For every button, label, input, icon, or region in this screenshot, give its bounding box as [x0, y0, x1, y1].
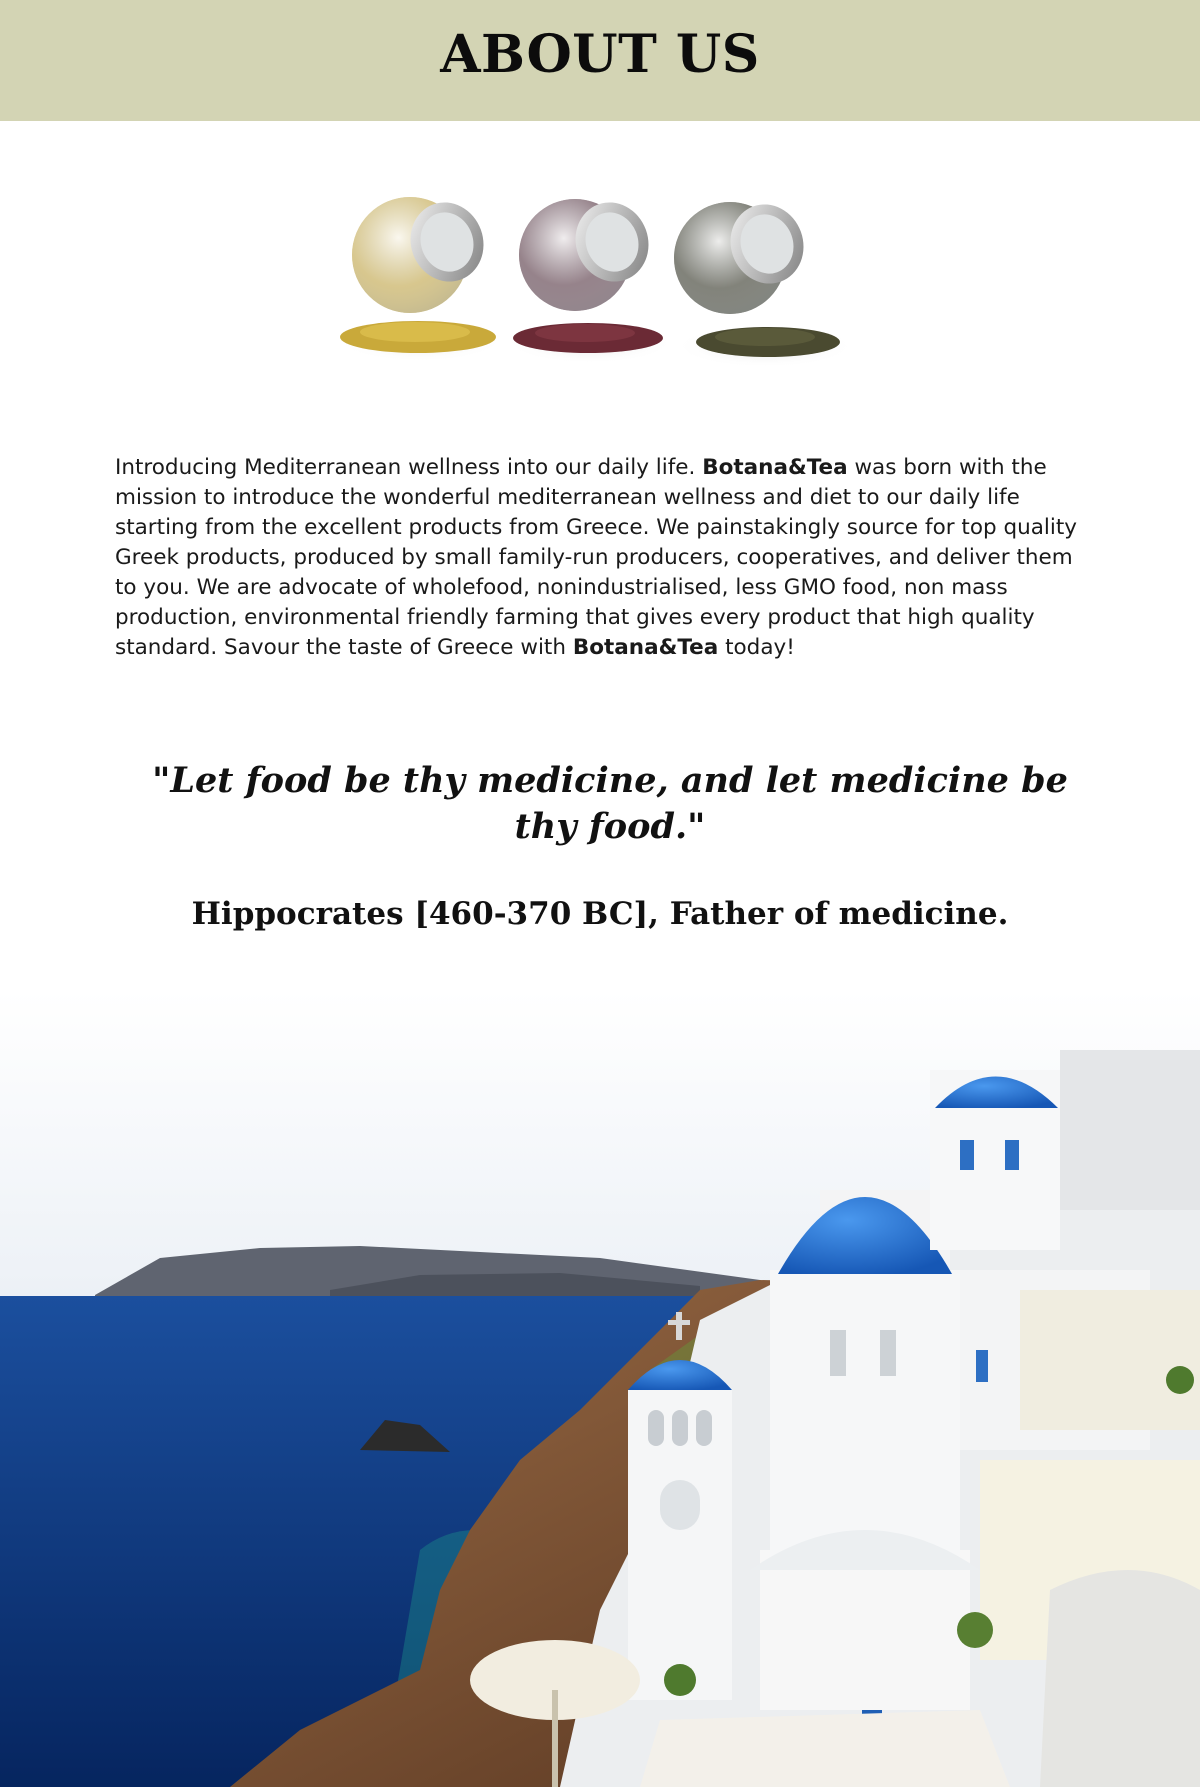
- quote-attribution: Hippocrates [460-370 BC], Father of medicine.: [191, 896, 1009, 932]
- intro-text-1: Introducing Mediterranean wellness into our daily life.: [115, 455, 703, 480]
- intro-paragraph: [115, 453, 1085, 663]
- page-title: ABOUT US: [440, 24, 760, 85]
- green-tea-jar: [674, 194, 855, 368]
- brand-name: Botana&Tea: [702, 455, 848, 480]
- hibiscus-jar: [505, 192, 675, 364]
- about-header-banner: [0, 0, 1200, 121]
- santorini-landscape-image: [0, 990, 1200, 1787]
- hippocrates-quote: "Let food be thy medicine, and let medicine be thy food.": [152, 760, 1068, 847]
- upper-blue-dome: [930, 1077, 1060, 1251]
- tea-jars-image: [325, 170, 885, 400]
- chamomile-jar: [335, 192, 505, 362]
- brand-name: Botana&Tea: [572, 635, 719, 660]
- intro-text-3: today!: [718, 635, 795, 660]
- intro-text-2: was born with the mission to introduce the wonderful mediterranean wellness and diet to our daily life starting from the excellent products from Greece. We painstakingly source for top quality Greek products, produced by small family-run producers, cooperatives, and deliver them to you. We are advocate of wholefood, nonindustrialised, less GMO food, non mass production, environmental friendly farming that gives every product that high quality standard. Savour the taste of Greece with: [115, 455, 1078, 660]
